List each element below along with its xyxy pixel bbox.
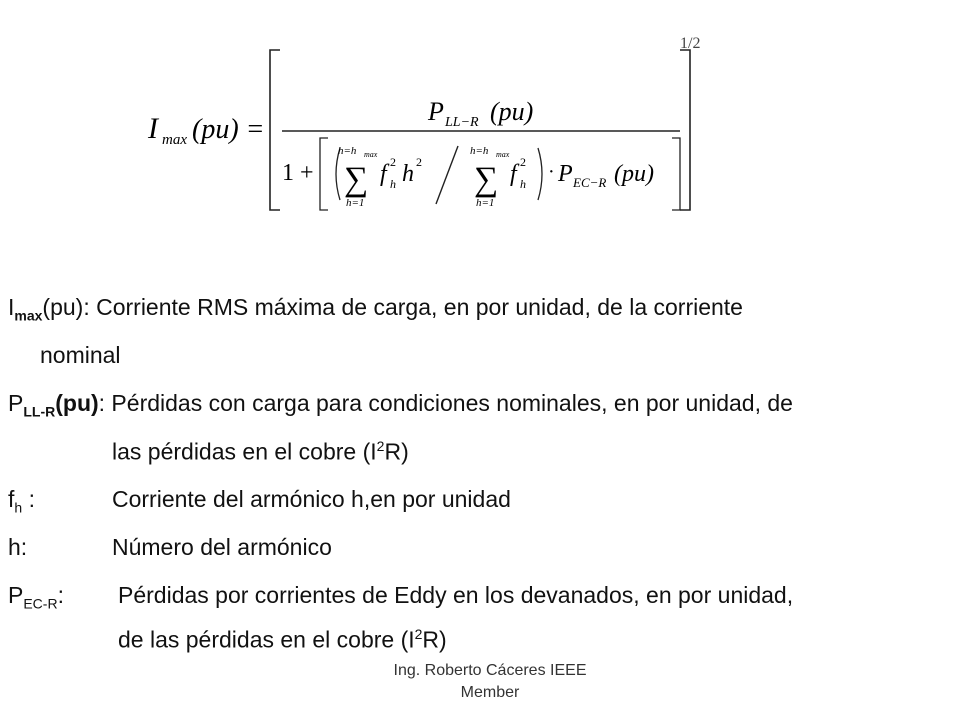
pllr-cont-a: las pérdidas en el cobre (I [112,438,377,465]
fh-symbol: f [8,486,15,512]
footer-line2: Member [460,684,520,701]
pllr-bold-arg: (pu) [55,390,99,416]
sum1-h: h [402,161,414,187]
pecr-cont-a: de las pérdidas en el cobre (I [118,626,415,653]
formula-exponent: 1/2 [680,35,701,52]
imax-symbol: I [8,294,15,320]
sum1-upper-limit: h=h [338,145,357,157]
sum1-sigma: ∑ [344,161,369,198]
one-plus: 1 + [282,160,314,186]
sum1-lower-limit: h=1 [346,197,365,209]
pec-argument: (pu) [614,161,654,187]
right-paren [538,148,542,200]
right-big-bracket [680,50,690,210]
pllr-cont-b: R) [384,438,409,465]
sum2-upper-limit-sub: max [496,150,510,159]
numerator-subscript: LL−R [445,115,479,130]
harmonic-current-formula [140,28,720,218]
sum1-h-exp: 2 [416,155,422,169]
numerator-symbol: P [428,97,444,126]
footer-line1: Ing. Roberto Cáceres IEEE [393,662,587,679]
sum2-f: f [510,161,517,187]
definition-pllr-cont [112,438,409,466]
definition-imax [8,294,743,324]
pecr-text: Pérdidas por corrientes de Eddy en los devanados, en por unidad, [118,582,794,608]
definition-pllr [8,390,793,420]
formula-lhs-subscript: max [162,132,187,148]
right-mid-bracket [672,138,680,210]
pllr-cont-sup: 2 [376,438,385,454]
pllr-subscript: LL-R [23,403,56,420]
fh-text: Corriente del armónico h,en por unidad [112,486,511,512]
pecr-colon: : [57,582,64,608]
division-slash [436,146,458,204]
h-symbol: h: [8,534,28,560]
pecr-cont-b: R) [422,626,447,653]
formula-lhs-argument: (pu) = [192,114,265,145]
numerator-argument: (pu) [490,97,534,126]
pllr-text: : Pérdidas con carga para condiciones nominales, en por unidad, de [98,390,793,416]
sum1-f-exp: 2 [390,155,396,169]
formula-graphic [140,28,720,218]
definition-pecr-cont [118,626,447,654]
left-mid-bracket [320,138,328,210]
definition-imax-cont: nominal [40,342,121,368]
sum2-sigma: ∑ [474,161,499,198]
left-big-bracket [270,50,280,210]
sum2-lower-limit: h=1 [476,197,495,209]
sum2-f-sub: h [520,177,526,191]
formula-lhs-symbol: I [148,112,158,145]
imax-text: (pu): Corriente RMS máxima de carga, en por unidad, de la corriente [42,294,743,320]
fh-subscript: h [14,499,23,516]
pecr-subscript: EC-R [23,595,58,612]
pllr-symbol: P [8,390,24,416]
fh-colon: : [22,486,35,512]
sum2-f-exp: 2 [520,155,526,169]
pecr-symbol: P [8,582,24,608]
h-text: Número del armónico [112,534,332,560]
imax-subscript: max [14,307,43,324]
sum1-f: f [380,161,387,187]
slide-footer [360,660,620,704]
pec-symbol: P [558,161,573,187]
sum1-f-sub: h [390,177,396,191]
definition-pecr [8,582,64,612]
sum1-upper-limit-sub: max [364,150,378,159]
pecr-cont-sup: 2 [414,626,423,642]
multiplication-dot: · [548,161,555,183]
pec-subscript: EC−R [573,175,607,190]
definition-fh [8,486,35,516]
sum2-upper-limit: h=h [470,145,489,157]
